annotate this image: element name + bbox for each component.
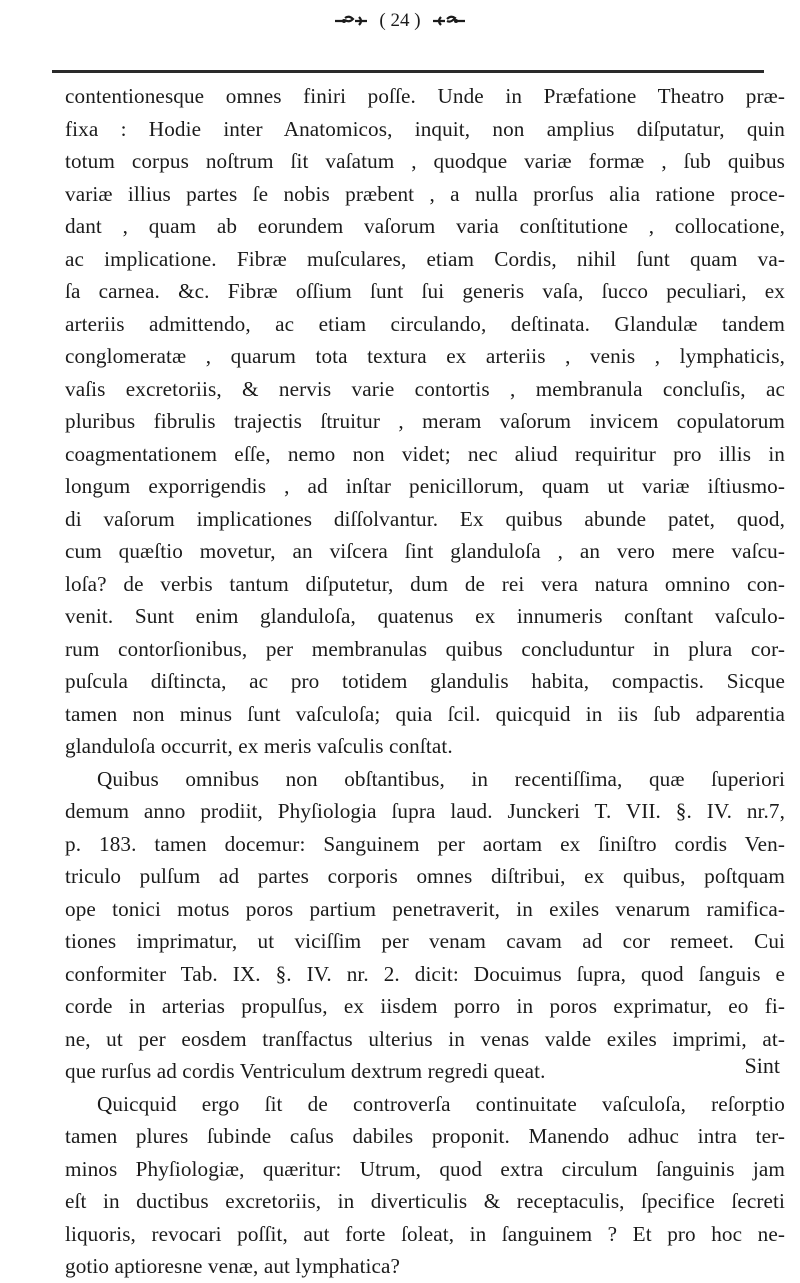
text-line: Quibus omnibus non obſtantibus, in recentiſſima, quæ ſuperiori	[97, 766, 785, 791]
text-line: contentionesque omnes finiri poſſe. Unde in Præfatione Theatro præ-	[65, 84, 785, 108]
text-line: longum exporrigendis , ad inſtar penicillorum, quam ut variæ iſtiusmo-	[65, 474, 785, 498]
body-text	[65, 80, 785, 1283]
text-line: puſcula diſtincta, ac pro totidem glandulis habita, compactis. Sicque	[65, 669, 785, 693]
text-line: loſa? de verbis tantum diſputetur, dum de rei vera natura omnino con-	[65, 571, 785, 596]
text-line: liquoris, revocari poſſit, aut forte ſoleat, in ſanguinem ? Et pro hoc ne-	[65, 1221, 785, 1246]
text-line: glanduloſa occurrit, ex meris vaſculis conſtat.	[65, 734, 453, 758]
text-line: di vaſorum implicationes diſſolvantur. Ex quibus abunde patet, quod,	[65, 506, 785, 531]
text-line: tiones imprimatur, ut viciſſim per venam cavam ad cor remeet. Cui	[65, 929, 785, 953]
text-line: triculo pulſum ad partes corporis omnes diſtribui, ex quibus, poſtquam	[65, 864, 785, 888]
text-line: p. 183. tamen docemur: Sanguinem per aortam ex ſiniſtro cordis Ven-	[65, 831, 785, 856]
text-line: totum corpus noſtrum ſit vaſatum , quodque variæ formæ , ſub quibus	[65, 149, 785, 173]
text-line: ſa carnea. &c. Fibræ oſſium ſunt ſui generis vaſa, ſucco peculiari, ex	[65, 279, 785, 303]
text-line: ac implicatione. Fibræ muſculares, etiam Cordis, nihil ſunt quam va-	[65, 246, 785, 271]
text-line: gotio aptioresne venæ, aut lymphatica?	[65, 1254, 401, 1278]
text-line: corde in arterias propulſus, ex iisdem porro in poros exprimatur, eo fi-	[65, 994, 785, 1018]
text-line: tamen non minus ſunt vaſculoſa; quia ſcil. quicquid in iis ſub adparentia	[65, 701, 785, 726]
left-ornament-icon	[333, 13, 369, 29]
text-line: que rurſus ad cordis Ventriculum dextrum regredi queat.	[65, 1059, 546, 1083]
text-line: venit. Sunt enim glanduloſa, quatenus ex innumeris conſtant vaſculo-	[65, 604, 785, 628]
text-line: demum anno prodiit, Phyſiologia ſupra laud. Junckeri T. VII. §. IV. nr.7,	[65, 799, 785, 823]
catchword: Sint	[744, 1053, 780, 1078]
text-line: conglomeratæ , quarum tota textura ex arteriis , venis , lymphaticis,	[65, 344, 785, 368]
text-line: conformiter Tab. IX. §. IV. nr. 2. dicit: Docuimus ſupra, quod ſanguis e	[65, 961, 785, 986]
text-line: eſt in ductibus excretoriis, in diverticulis & receptaculis, ſpecifice ſecreti	[65, 1189, 785, 1213]
text-line: ope tonici motus poros partium penetraverit, in exiles venarum ramifica-	[65, 896, 785, 921]
text-line: arteriis admittendo, ac etiam circulando, deſtinata. Glandulæ tandem	[65, 311, 785, 336]
text-line: cum quæſtio movetur, an viſcera ſint glanduloſa , an vero mere vaſcu-	[65, 539, 785, 563]
text-line: fixa : Hodie inter Anatomicos, inquit, non amplius diſputatur, quin	[65, 116, 785, 141]
text-line: Quicquid ergo ſit de controverſa continuitate vaſculoſa, reſorptio	[97, 1091, 785, 1116]
page-number: ( 24 )	[379, 10, 421, 31]
text-line: rum contorſionibus, per membranulas quibus concluduntur in plura cor-	[65, 636, 785, 661]
text-line: tamen plures ſubinde caſus dabiles proponit. Manendo adhuc intra ter-	[65, 1124, 785, 1148]
text-line: ne, ut per eosdem tranſfactus ulterius in venas valde exiles imprimi, at-	[65, 1026, 785, 1051]
text-line: vaſis excretoriis, & nervis varie contortis , membranula concluſis, ac	[65, 376, 785, 401]
text-line: variæ illius partes ſe nobis præbent , a nulla prorſus alia ratione proce-	[65, 181, 785, 206]
page-header	[0, 6, 800, 40]
text-line: dant , quam ab eorundem vaſorum varia conſtitutione , collocatione,	[65, 214, 785, 238]
text-line: minos Phyſiologiæ, quæritur: Utrum, quod extra circulum ſanguinis jam	[65, 1156, 785, 1181]
right-ornament-icon	[431, 13, 467, 29]
text-line: pluribus fibrulis trajectis ſtruitur , meram vaſorum invicem copulatorum	[65, 409, 785, 433]
header-rule	[52, 70, 764, 73]
text-line: coagmentationem eſſe, nemo non videt; nec aliud requiritur pro illis in	[65, 441, 785, 466]
